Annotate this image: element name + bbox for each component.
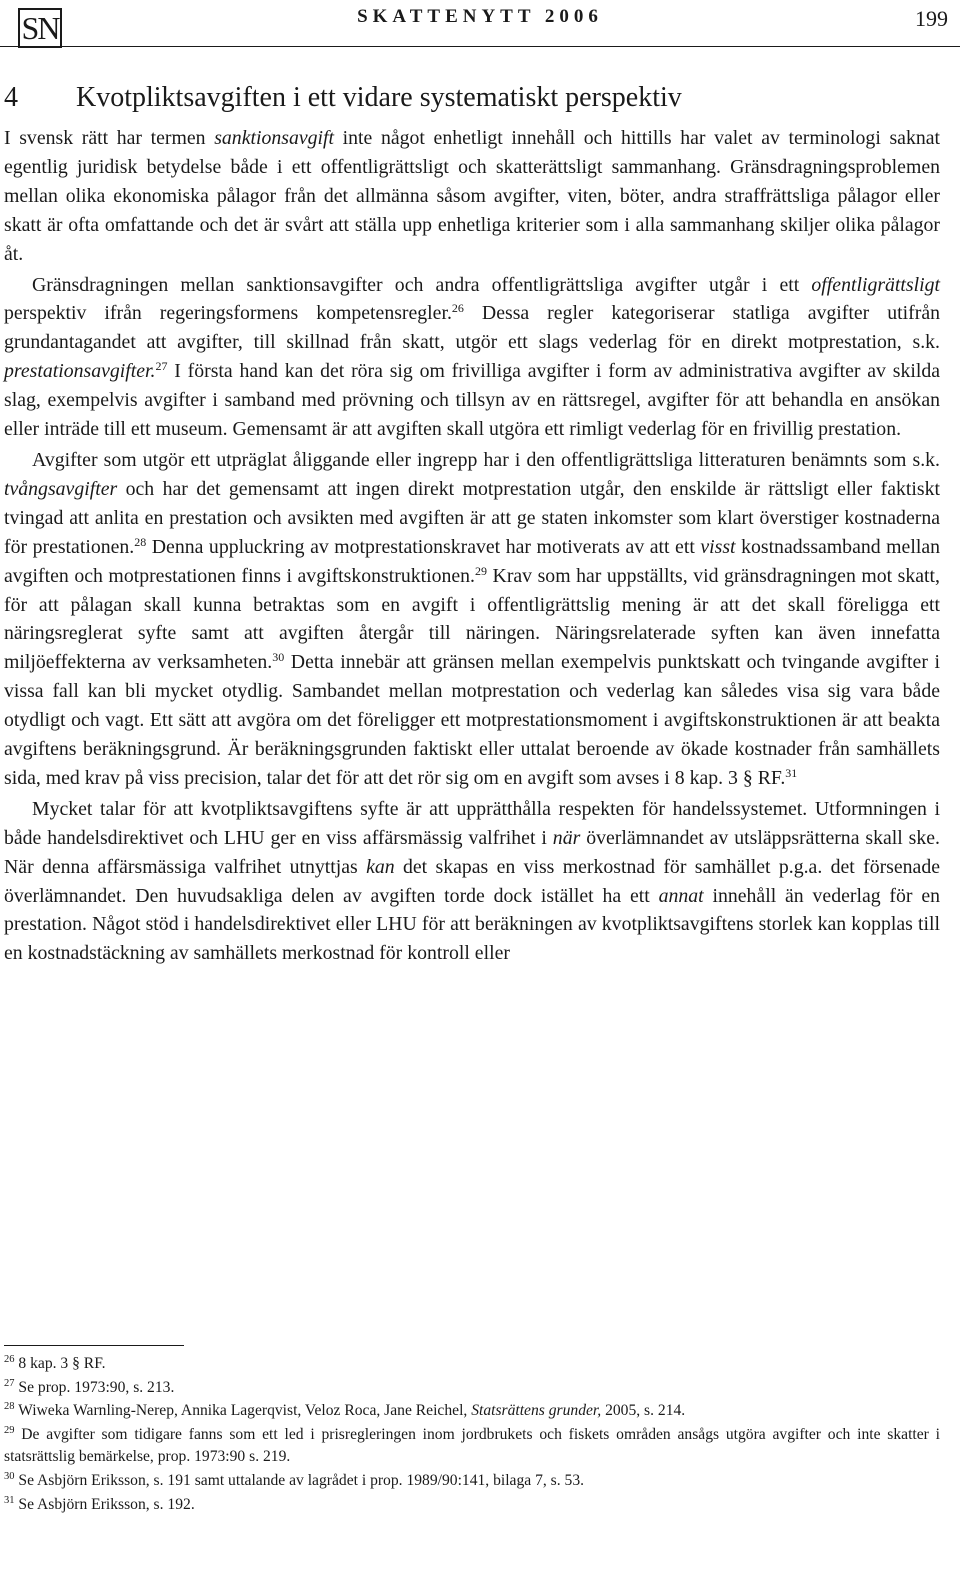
text-run: I svensk rätt har termen <box>4 127 215 149</box>
footnote-number: 31 <box>4 1494 15 1506</box>
footnote-ref[interactable]: 29 <box>475 563 487 578</box>
footnote <box>4 1470 940 1493</box>
page-number: 199 <box>915 6 948 31</box>
header-rule <box>62 46 960 47</box>
footnote-italic: Statsrättens grunder, <box>471 1402 602 1420</box>
footnote <box>4 1353 940 1376</box>
footnote <box>4 1494 940 1517</box>
footnote <box>4 1424 940 1469</box>
text-run: överlämnandet av utsläppsrätterna skall ske. När denna affärsmässiga valfrihet utnyttjas <box>4 826 940 878</box>
text-run: innehåll än vederlag för en prestation. Något stöd i handelsdirektivet eller LHU för att beräkningen av kvotpliktsavgiftens storlek kan kopplas till en kostnadstäckning av samhällets merkostnad för kontroll eller <box>4 884 940 965</box>
footnote-number: 26 <box>4 1354 15 1365</box>
text-run: kostnadssamband mellan avgiften och motprestationen finns i avgiftskonstruktionen. <box>4 535 940 587</box>
text-run: det skapas en viss merkostnad för samhället p.g.a. det försenade överlämnandet. Den huvudsakliga delen av avgiften torde dock istället ha ett <box>4 855 941 907</box>
text-run: och har det gemensamt att ingen direkt motprestation utgår, den enskilde är rättsligt eller faktiskt tvingad att anlita en prestation och avsikten med avgiften är att ge staten inkomster som klart överstiger kostnaderna för prestationen. <box>4 477 940 558</box>
footnote-ref[interactable]: 31 <box>785 765 798 780</box>
text-run: Krav som har uppställts, vid gränsdragningen mot skatt, för att pålagan skall kunna betraktas som en avgift i offentligrättslig mening är att det skall föreligga ett näringsreglerat syfte samt att avgiften återgår till näringen. Näringsrelaterade syften kan även innefatta miljöeffekterna av verksamheten. <box>4 564 940 674</box>
footnote-number: 27 <box>4 1377 15 1389</box>
header-rule <box>0 46 18 47</box>
text-run: Detta innebär att gränsen mellan exempelvis punktskatt och tvingande avgifter i vissa fall kan bli mycket otydlig. Sambandet mellan motprestation och vederlag kan således visa sig vara både otydligt och vagt. Ett sätt att avgöra om det föreligger ett motprestationsmoment i avgiftskonstruktionen är att beakta avgiftens beräkningsgrund. Är beräkningsgrunden faktiskt eller uttalat beroende av ökade kostnader från samhällets sida, med krav på viss precision, talar det för att det rör sig om en avgift som avses i 8 kap. 3 § RF. <box>4 651 940 789</box>
paragraph <box>4 446 940 793</box>
footnotes <box>4 1353 940 1517</box>
text-run: Avgifter som utgör ett utpräglat åliggande eller ingrepp har i den offentligrättsliga litteraturen benämnts som s.k. <box>32 448 940 471</box>
italic-term: tvångsavgifter <box>4 477 118 500</box>
text-run: Denna uppluckring av motprestationskravet har motiverats av att ett <box>146 535 701 558</box>
paragraph <box>4 124 940 269</box>
journal-logo: SN <box>18 8 62 48</box>
text-run: inte något enhetligt innehåll och hittills har valet av terminologi saknat egentlig juridisk betydelse både i ett offentligrättsligt och skatterättsligt sammanhang. Gränsdragningsproblemen mellan olika ekonomiska pålagor från det allmänna såsom avgifter, viten, böter, andra straffrättsliga pålagor eller skatt är ofta omfattande och det är svårt att ställa upp enhetliga kriterier som i alla sammanhang skiljer olika pålagor åt. <box>4 127 940 265</box>
text-run: Gränsdragningen mellan sanktionsavgifter och andra offentligrättsliga avgifter utgår i ett <box>32 273 812 296</box>
footnote-text: 8 kap. 3 § RF. <box>18 1355 106 1372</box>
italic-term: när <box>552 826 581 849</box>
italic-term: prestationsavgifter. <box>4 360 156 383</box>
footnote-ref[interactable]: 27 <box>155 359 168 374</box>
italic-term: offentligrättsligt <box>811 273 940 296</box>
text-run: Mycket talar för att kvotpliktsavgiftens syfte är att upprätthålla respekten för handelssystemet. Utformningen i både handelsdirektivet och LHU ger en viss affärsmässig valfrihet i <box>4 797 940 849</box>
footnote <box>4 1377 940 1400</box>
footnote-text: 2005, s. 214. <box>601 1402 686 1420</box>
italic-term: kan <box>366 855 395 878</box>
footnote-text: Wiweka Warnling-Nerep, Annika Lagerqvist, Veloz Roca, Jane Reichel, <box>18 1402 472 1420</box>
paragraph <box>4 795 940 968</box>
footnote <box>4 1400 940 1423</box>
italic-term: sanktionsavgift <box>214 127 334 149</box>
body-text <box>4 124 940 968</box>
footnote-text: De avgifter som tidigare fanns som ett led i prisregleringen inom jordbrukets och fiskets områden ansågs utgöra avgifter och inte skatter i statsrättslig bemärkelse, prop. 1973:90 s. 219. <box>4 1425 940 1466</box>
footnote-ref[interactable]: 30 <box>272 650 285 665</box>
text-run: I första hand kan det röra sig om frivilliga avgifter i form av administrativa avgifter av skilda slag, exempelvis avgifter i samband med prövning och tillsyn av en rättsregel, avgifter för att behandla en ansökan eller inträde till ett museum. Gemensamt är att avgiften skall utgöra ett rimligt vederlag för en frivillig prestation. <box>4 360 940 441</box>
footnote-ref[interactable]: 26 <box>451 301 464 316</box>
text-run: perspektiv ifrån regeringsformens kompetensregler. <box>4 302 452 325</box>
main-text <box>4 80 940 968</box>
text-run: Dessa regler kategoriserar statliga avgifter utifrån grundantagandet att avgifter, till skillnad från skatt, utgör ett slags vederlag för en direkt motprestation, s.k. <box>4 302 940 354</box>
footnote-number: 30 <box>4 1470 15 1482</box>
footnote-separator <box>4 1345 184 1346</box>
footnote-number: 28 <box>4 1401 15 1413</box>
footnote-number: 29 <box>4 1424 15 1436</box>
footnote-text: Se Asbjörn Eriksson, s. 191 samt uttalande av lagrådet i prop. 1989/90:141, bilaga 7, s. 53. <box>18 1471 585 1489</box>
footnote-ref[interactable]: 28 <box>134 534 147 549</box>
journal-title: SKATTENYTT 2006 <box>357 6 603 27</box>
section-heading <box>4 80 940 116</box>
footnote-text: Se Asbjörn Eriksson, s. 192. <box>18 1495 195 1513</box>
paragraph <box>4 271 940 444</box>
footnote-text: Se prop. 1973:90, s. 213. <box>18 1378 175 1396</box>
italic-term: annat <box>658 884 704 907</box>
section-number: 4 <box>4 82 18 113</box>
section-title: Kvotpliktsavgiften i ett vidare systematiskt perspektiv <box>76 82 682 113</box>
italic-term: visst <box>700 535 736 558</box>
page-header <box>0 0 960 52</box>
